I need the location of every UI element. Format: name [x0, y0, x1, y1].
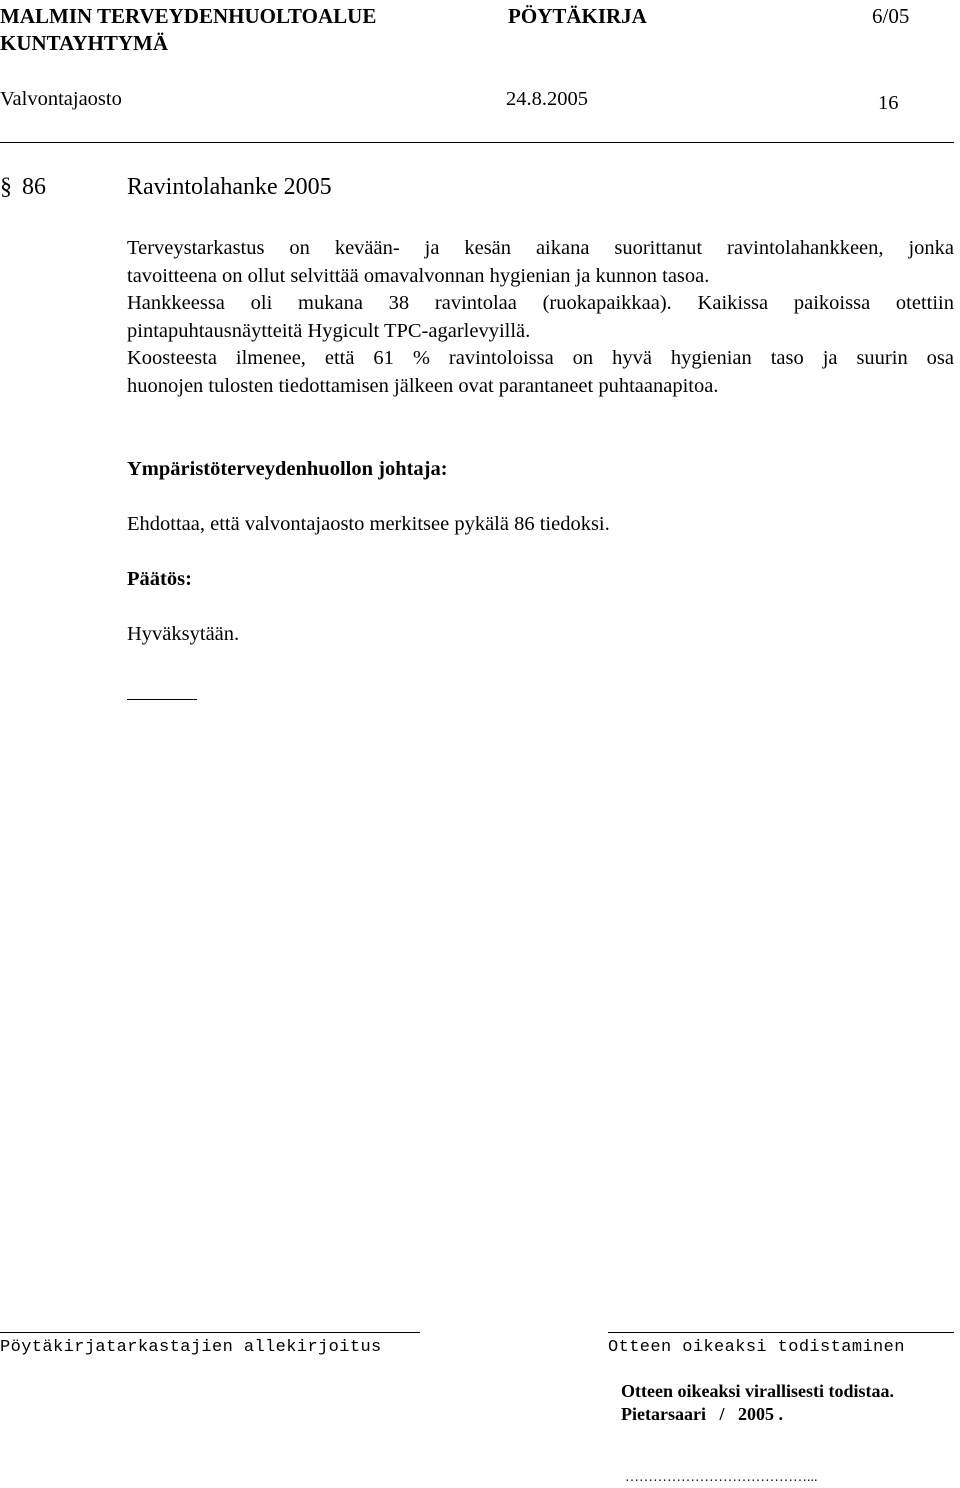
place-date: Pietarsaari / 2005 .	[621, 1404, 783, 1424]
document-type: PÖYTÄKIRJA	[508, 4, 647, 28]
organization-name: MALMIN TERVEYDENHUOLTOALUE	[0, 4, 377, 28]
proposer-label: Ympäristöterveydenhuollon johtaja:	[127, 458, 448, 480]
certified-text: Otteen oikeaksi virallisesti todistaa.	[621, 1381, 894, 1401]
paragraph-line: huonojen tulosten tiedottamisen jälkeen ovat parantaneet puhtaanapitoa.	[127, 374, 719, 397]
signature-dotted-line: …………………………………...	[625, 1470, 818, 1485]
certification-rule	[608, 1332, 954, 1333]
paragraph-line: Hankkeessa oli mukana 38 ravintolaa (ruokapaikkaa). Kaikissa paikoissa otettiin	[127, 292, 954, 314]
section-number: 86	[22, 174, 46, 200]
paragraph-line: pintapuhtausnäytteitä Hygicult TPC-agarlevyillä.	[127, 319, 531, 342]
section-end-rule	[127, 699, 197, 700]
header-divider	[0, 142, 954, 143]
page-number: 16	[878, 92, 899, 114]
paragraph-line: tavoitteena on ollut selvittää omavalvonnan hygienian ja kunnon tasoa.	[127, 264, 710, 287]
section-symbol: §	[0, 174, 12, 200]
section-paragraph	[127, 235, 954, 400]
signature-rule	[0, 1332, 420, 1333]
meeting-date: 24.8.2005	[506, 88, 588, 110]
certification-label: Otteen oikeaksi todistaminen	[608, 1338, 905, 1357]
decision-label: Päätös:	[127, 568, 192, 590]
decision-text: Hyväksytään.	[127, 623, 240, 645]
committee-name: Valvontajaosto	[0, 88, 122, 110]
paragraph-line: Koosteesta ilmenee, että 61 % ravintoloissa on hyvä hygienian taso ja suurin osa	[127, 347, 954, 369]
proposal-text: Ehdottaa, että valvontajaosto merkitsee pykälä 86 tiedoksi.	[127, 513, 610, 535]
signature-label: Pöytäkirjatarkastajien allekirjoitus	[0, 1338, 382, 1357]
organization-name-line2: KUNTAYHTYMÄ	[0, 31, 169, 55]
section-title: Ravintolahanke 2005	[127, 174, 332, 200]
paragraph-line: Terveystarkastus on kevään- ja kesän aikana suorittanut ravintolahankkeen, jonka	[127, 237, 954, 259]
document-number: 6/05	[872, 4, 910, 28]
